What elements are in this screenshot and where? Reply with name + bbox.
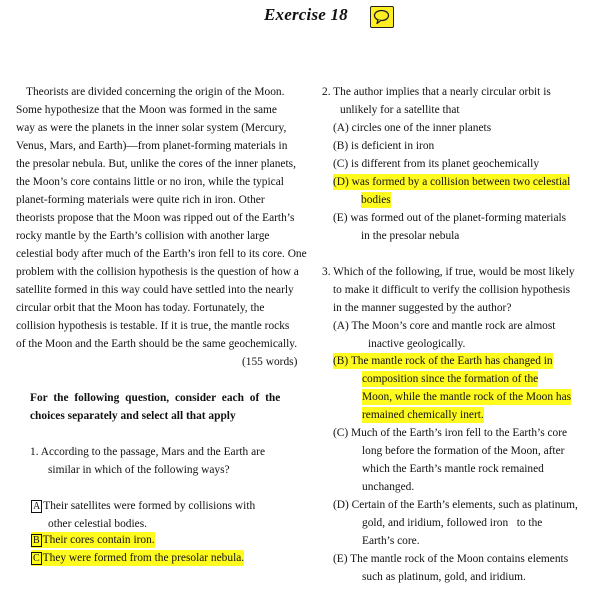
question-stem: unlikely for a satellite that — [340, 104, 460, 116]
passage-line: celestial body after much of the Earth’s iron fell to its core. One — [16, 248, 307, 260]
passage-line: Some hypothesize that the Moon was formed in the same — [16, 104, 277, 116]
question-stem: to make it difficult to verify the collision hypothesis — [333, 284, 571, 296]
choice-a-continued[interactable]: inactive geologically. — [368, 338, 466, 350]
passage-line: planet-forming materials were quite rich in iron. Other — [16, 194, 265, 206]
choice-c-continued[interactable]: unchanged. — [362, 481, 415, 493]
choice-d-continued[interactable]: gold, and iridium, followed iron to the — [362, 517, 543, 529]
choice-c-continued[interactable]: long before the formation of the Moon, after — [362, 445, 565, 457]
passage-line: satellite formed in this way could have settled into the nearly — [16, 284, 294, 296]
choice-e[interactable]: (E) The mantle rock of the Moon contains elements — [333, 553, 569, 565]
passage-line: theorists propose that the Moon was ripped out of the Earth’s — [16, 212, 295, 224]
choice-c[interactable]: (C) Much of the Earth’s iron fell to the Earth’s core — [333, 427, 568, 439]
choice-d[interactable]: (D) Certain of the Earth’s elements, such as platinum, — [333, 499, 578, 511]
passage-line: of the Moon and the Earth should be the same geochemically. — [16, 338, 298, 350]
passage-line: circular orbit that the Moon has today. Fortunately, the — [16, 302, 265, 314]
checkbox-a[interactable]: A — [33, 501, 41, 512]
choice-c[interactable]: C They were formed from the presolar nebula. — [33, 552, 245, 564]
choice-e-continued[interactable]: such as platinum, gold, and iridium. — [362, 571, 526, 583]
question-stem: in the manner suggested by the author? — [333, 302, 512, 314]
word-count: (155 words) — [242, 356, 298, 368]
instructions-line: choices separately and select all that apply — [30, 410, 236, 422]
choice-b[interactable]: (B) The mantle rock of the Earth has changed in — [333, 355, 553, 367]
passage-line: problem with the collision hypothesis is the question of how a — [16, 266, 299, 278]
choice-a[interactable]: (A) circles one of the inner planets — [333, 122, 492, 134]
choice-b[interactable]: B Their cores contain iron. — [33, 534, 155, 546]
choice-a-continued: other celestial bodies. — [48, 518, 148, 530]
choice-c[interactable]: (C) is different from its planet geochemically — [333, 158, 540, 170]
choice-c-continued[interactable]: which the Earth’s mantle rock remained — [362, 463, 544, 475]
question-stem: 2. The author implies that a nearly circular orbit is — [322, 86, 551, 98]
instructions-line: For the following question, consider each of the — [30, 392, 281, 404]
choice-a[interactable]: (A) The Moon’s core and mantle rock are almost — [333, 320, 556, 332]
question-stem: 3. Which of the following, if true, would be most likely — [322, 266, 575, 278]
choice-a[interactable]: A Their satellites were formed by collisions with — [33, 500, 256, 512]
choice-b-continued[interactable]: remained chemically inert. — [362, 409, 484, 421]
question-stem: 1. According to the passage, Mars and the Earth are — [30, 446, 266, 458]
passage-line: collision hypothesis is testable. If it is true, the mantle rocks — [16, 320, 290, 332]
choice-d-continued[interactable]: bodies — [361, 194, 391, 206]
choice-d[interactable]: (D) was formed by a collision between two celestial — [333, 176, 571, 188]
passage-line: Theorists are divided concerning the origin of the Moon. — [26, 86, 285, 98]
passage-line: the presolar nebula. But, unlike the cores of the inner planets, — [16, 158, 296, 170]
exercise-title: Exercise 18 — [264, 5, 348, 24]
passage-line: the Moon’s core contains little or no iron, while the typical — [16, 176, 284, 188]
choice-e-continued[interactable]: in the presolar nebula — [361, 230, 460, 242]
choice-e[interactable]: (E) was formed out of the planet-forming materials — [333, 212, 567, 224]
checkbox-c[interactable]: C — [33, 553, 40, 564]
choice-d-continued[interactable]: Earth’s core. — [362, 535, 420, 547]
passage-line: rocky mantle by the Earth’s collision with another large — [16, 230, 270, 242]
passage-line: way as were the planets in the inner solar system (Mercury, — [16, 122, 287, 134]
checkbox-b[interactable]: B — [33, 535, 40, 546]
choice-b[interactable]: (B) is deficient in iron — [333, 140, 435, 152]
choice-b-continued[interactable]: Moon, while the mantle rock of the Moon has — [362, 391, 572, 403]
passage-line: Venus, Mars, and Earth)—from planet-forming materials in — [16, 140, 288, 152]
speech-bubble-icon[interactable] — [370, 6, 394, 28]
question-stem: similar in which of the following ways? — [48, 464, 230, 476]
choice-b-continued[interactable]: composition since the formation of the — [362, 373, 539, 385]
